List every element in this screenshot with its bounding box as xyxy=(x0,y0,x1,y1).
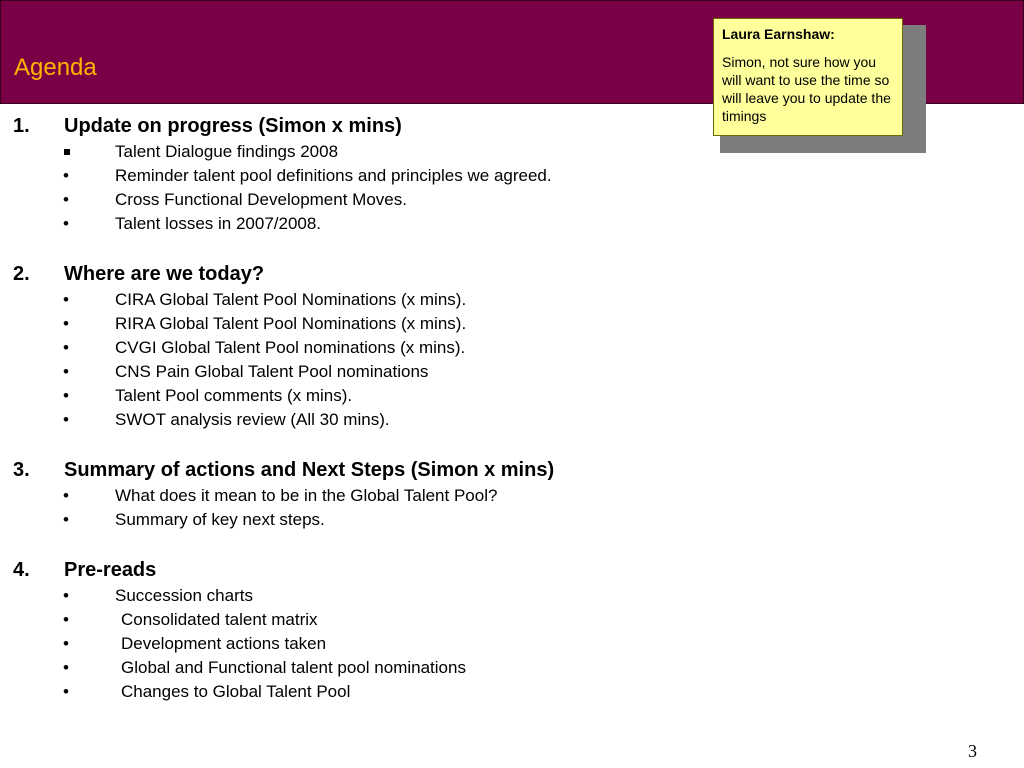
bullet-item xyxy=(0,484,720,508)
bullet-text: Development actions taken xyxy=(121,634,327,653)
bullet-text: CIRA Global Talent Pool Nominations (x mins). xyxy=(115,290,467,309)
agenda-section xyxy=(0,112,720,236)
page-number: 3 xyxy=(968,741,977,761)
bullet-item xyxy=(0,656,720,680)
slide-title: Agenda xyxy=(14,54,97,81)
bullet-item xyxy=(0,212,720,236)
bullet-text: CNS Pain Global Talent Pool nominations xyxy=(115,362,429,381)
section-title: Summary of actions and Next Steps (Simon x mins) xyxy=(64,459,555,481)
bullet-list xyxy=(0,584,720,704)
bullet-item xyxy=(0,508,720,532)
agenda-section-heading xyxy=(0,112,720,140)
agenda-section xyxy=(0,456,720,532)
bullet-text: Reminder talent pool definitions and principles we agreed. xyxy=(115,166,552,185)
bullet-icon: • xyxy=(63,314,69,333)
review-comment[interactable] xyxy=(713,18,903,136)
bullet-text: Cross Functional Development Moves. xyxy=(115,190,407,209)
bullet-text: What does it mean to be in the Global Talent Pool? xyxy=(115,486,498,505)
bullet-icon: • xyxy=(63,610,69,629)
bullet-icon: • xyxy=(63,386,69,405)
agenda-section xyxy=(0,260,720,432)
agenda-section xyxy=(0,556,720,704)
bullet-text: Changes to Global Talent Pool xyxy=(121,682,351,701)
agenda-section-heading xyxy=(0,556,720,584)
section-number: 3. xyxy=(13,459,30,481)
section-number: 2. xyxy=(13,263,30,285)
bullet-item xyxy=(0,680,720,704)
bullet-item xyxy=(0,288,720,312)
section-title: Pre-reads xyxy=(64,559,157,581)
bullet-icon: • xyxy=(63,682,69,701)
bullet-text: Summary of key next steps. xyxy=(115,510,325,529)
bullet-item xyxy=(0,384,720,408)
agenda-list xyxy=(0,112,720,704)
bullet-icon: • xyxy=(63,410,69,429)
bullet-icon: • xyxy=(63,510,69,529)
bullet-text: CVGI Global Talent Pool nominations (x mins). xyxy=(115,338,466,357)
bullet-item xyxy=(0,164,720,188)
bullet-item xyxy=(0,312,720,336)
bullet-icon: • xyxy=(63,486,69,505)
bullet-text: SWOT analysis review (All 30 mins). xyxy=(115,410,390,429)
bullet-icon: • xyxy=(63,290,69,309)
section-number: 1. xyxy=(13,115,30,137)
bullet-list xyxy=(0,288,720,432)
bullet-icon: • xyxy=(63,362,69,381)
bullet-item xyxy=(0,408,720,432)
bullet-item xyxy=(0,336,720,360)
bullet-item xyxy=(0,584,720,608)
bullet-icon: • xyxy=(63,338,69,357)
bullet-icon: • xyxy=(63,658,69,677)
bullet-list xyxy=(0,140,720,236)
bullet-icon: • xyxy=(63,166,69,185)
bullet-text: RIRA Global Talent Pool Nominations (x mins). xyxy=(115,314,467,333)
bullet-item xyxy=(0,608,720,632)
bullet-item xyxy=(0,632,720,656)
bullet-item xyxy=(0,188,720,212)
bullet-icon: • xyxy=(63,214,69,233)
comment-text: Simon, not sure how you will want to use the time so will leave you to update the timings xyxy=(722,54,891,124)
agenda-section-heading xyxy=(0,456,720,484)
bullet-text: Talent Pool comments (x mins). xyxy=(115,386,353,405)
bullet-text: Talent losses in 2007/2008. xyxy=(115,214,322,233)
bullet-item xyxy=(0,360,720,384)
bullet-item xyxy=(0,140,720,164)
bullet-text: Consolidated talent matrix xyxy=(121,610,318,629)
section-number: 4. xyxy=(13,559,30,581)
section-title: Where are we today? xyxy=(64,263,265,285)
bullet-text: Succession charts xyxy=(115,586,253,605)
bullet-list xyxy=(0,484,720,532)
agenda-section-heading xyxy=(0,260,720,288)
bullet-icon: • xyxy=(63,586,69,605)
bullet-icon: • xyxy=(63,190,69,209)
section-title: Update on progress (Simon x mins) xyxy=(64,115,402,137)
comment-author: Laura Earnshaw: xyxy=(722,26,835,42)
bullet-text: Global and Functional talent pool nominations xyxy=(121,658,466,677)
bullet-icon: • xyxy=(63,634,69,653)
bullet-text: Talent Dialogue findings 2008 xyxy=(115,142,339,161)
